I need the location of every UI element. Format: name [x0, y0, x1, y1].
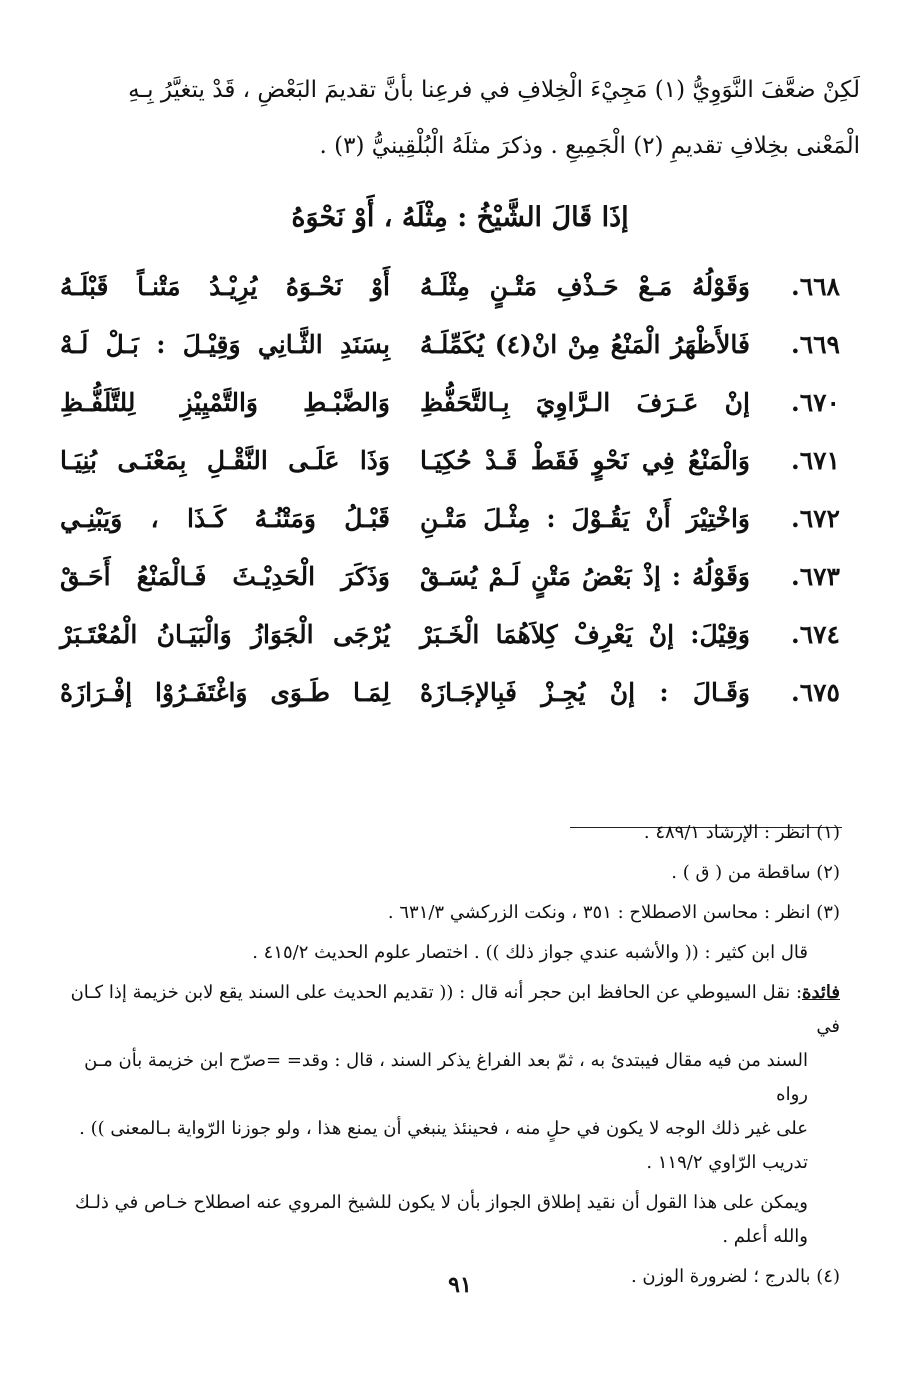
verse-first-hemistich: وَاخْتِيْرَ أَنْ يَقُـوْلَ : مِثْـلَ مَتْـنِ	[420, 504, 750, 533]
verse-number: ٦٧٠.	[790, 388, 840, 417]
verse-second-hemistich: بِسَنَدِ الثَّـانِي وَقِيْـلَ : بَـلْ لَـهْ	[60, 330, 390, 359]
verse-first-hemistich: وَقَوْلُهُ : إذْ بَعْضُ مَتْنٍ لَـمْ يُسَـقْ	[420, 562, 750, 591]
faida-line: تدريب الرّاوي ١١٩/٢ .	[646, 1152, 808, 1173]
faida-line: والله أعلم .	[722, 1226, 808, 1247]
verse-line	[60, 440, 840, 498]
faida-line: ويمكن على هذا القول أن نقيد إطلاق الجواز بأن لا يكون للشيخ المروي عنه اصطلاح خـاص في ذلـك	[74, 1192, 808, 1213]
verse-number: ٦٧٣.	[790, 562, 840, 591]
verse-list	[60, 266, 840, 730]
verse-number: ٦٧٥.	[790, 678, 840, 707]
verse-first-hemistich: وَقِيْلَ: إنْ يَعْرِفْ كِلاَهُمَا الْخَـبَرْ	[420, 620, 750, 649]
verse-first-hemistich: فَالأَظْهَرُ الْمَنْعُ مِنْ انْ(٤) يُكَمِّلَـهُ	[420, 330, 750, 359]
verse-first-hemistich: إنْ عَـرَفَ الـرَّاوِيَ بِـالتَّحَفُّظِ	[420, 388, 750, 417]
verse-first-hemistich: وَالْمَنْعُ فِي نَحْوٍ فَقَطْ قَـدْ حُكِيَـا	[420, 446, 750, 475]
verse-number: ٦٧١.	[790, 446, 840, 475]
verse-second-hemistich: لِمَـا طَـوَى وَاغْتَفَـرُوْا إفْـرَازَهْ	[60, 678, 390, 707]
footnote-3: (٣) انظر : محاسن الاصطلاح : ٣٥١ ، ونكت الزركشي ٦٣١/٣ .	[387, 902, 840, 923]
faida-line: السند من فيه مقال فيبتدئ به ، ثمّ بعد الفراغ يذكر السند ، قال : وقد= =صرّح ابن خزيمة بأن مـن رواه	[84, 1050, 808, 1105]
verse-second-hemistich: يُرْجَى الْجَوَازُ وَالْبَيَـانُ الْمُعْتَـبَرْ	[60, 620, 390, 649]
footnotes	[60, 816, 840, 1294]
verse-first-hemistich: وَقَوْلُهُ مَـعْ حَـذْفِ مَتْـنٍ مِثْلَـهُ	[420, 272, 750, 301]
verse-second-hemistich: قَبْـلُ وَمَتْنُـهُ كَـذَا ، وَيَبْنِـي	[60, 504, 390, 533]
faida-text: : نقل السيوطي عن الحافظ ابن حجر أنه قال : (( تقديم الحديث على السند يقع لابن خزيمة إذا كـان في	[70, 982, 840, 1037]
verse-second-hemistich: وَالضَّبْـطِ وَالتَّمْيِيْزِ لِلتَّلَفُّـظِ	[60, 388, 390, 417]
footnote-2: (٢) ساقطة من ( ق ) .	[671, 862, 840, 883]
verse-number: ٦٧٤.	[790, 620, 840, 649]
page-number: ٩١	[448, 1272, 472, 1298]
verse-second-hemistich: وَذَكَرَ الْحَدِيْـثَ فَـالْمَنْعُ أَحَـقْ	[60, 562, 390, 591]
verse-number: ٦٧٢.	[790, 504, 840, 533]
faida-line	[60, 976, 840, 1044]
verse-line	[60, 556, 840, 614]
verse-line	[60, 672, 840, 730]
faida-line: على غير ذلك الوجه لا يكون في حلٍ منه ، فحينئذ ينبغي أن يمنع هذا ، ولو جوزنا الرّواية بـالمعنى )) .	[79, 1118, 808, 1139]
footnote-3-continuation: قال ابن كثير : (( والأشبه عندي جواز ذلك )) . اختصار علوم الحديث ٤١٥/٢ .	[252, 942, 808, 963]
verse-line	[60, 382, 840, 440]
footnote-1: (١) انظر : الإرشاد ٤٨٩/١ .	[643, 822, 840, 843]
verse-line	[60, 266, 840, 324]
verse-line	[60, 498, 840, 556]
footnote-4: (٤) بالدرج ؛ لضرورة الوزن .	[630, 1266, 840, 1287]
verse-second-hemistich: وَذَا عَلَـى النَّقْـلِ بِمَعْنَـى بُنِيَـا	[60, 446, 390, 475]
verse-number: ٦٦٩.	[790, 330, 840, 359]
verse-line	[60, 614, 840, 672]
faida-label: فائدة	[802, 982, 840, 1003]
verse-line	[60, 324, 840, 382]
intro-line: لَكِنْ ضعَّفَ النَّوَوِيُّ (١) مَجِيْءَ الْخِلافِ في فرعِنا بأنَّ تقديمَ البَعْضِ ، قَدْ يتغيَّرُ بِـهِ	[128, 77, 860, 103]
verse-first-hemistich: وَقَـالَ : إنْ يُجِـزْ فَبِالإجَـازَهْ	[420, 678, 750, 707]
section-heading: إذَا قَالَ الشَّيْخُ : مِثْلَهُ ، أَوْ نَحْوَهُ	[291, 202, 629, 233]
verse-number: ٦٦٨.	[790, 272, 840, 301]
verse-second-hemistich: أَوْ نَحْـوَهُ يُرِيْـدُ مَتْنـاً قَبْلَـهُ	[60, 272, 390, 301]
intro-paragraph	[60, 62, 860, 174]
intro-line: الْمَعْنى بخِلافِ تقديمِ (٢) الْجَمِيعِ . وذكرَ مثلَهُ الْبُلْقِينيُّ (٣) .	[319, 133, 860, 159]
